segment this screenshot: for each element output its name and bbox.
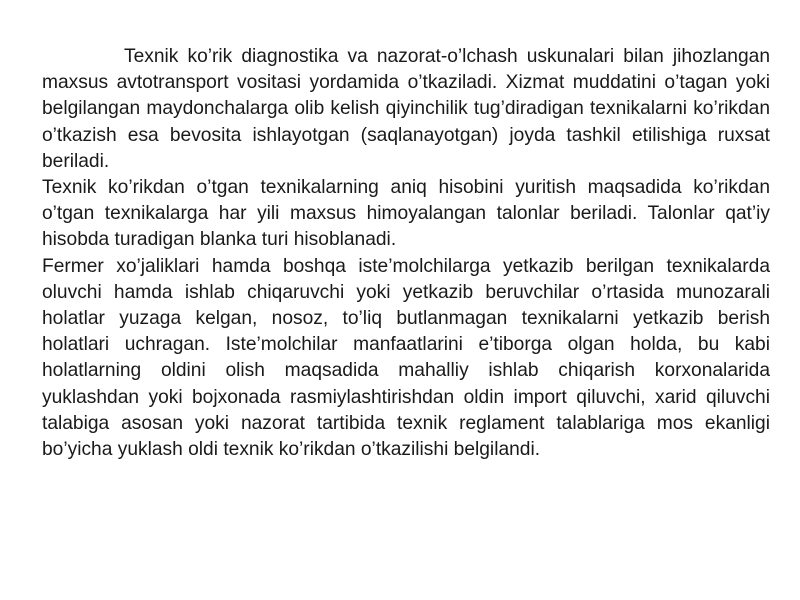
paragraph-pre-shipment-inspection: Fermer xo’jaliklari hamda boshqa iste’molchilarga yetkazib berilgan texnikalarda oluvchi hamda ishlab chiqaruvchi yoki yetkazib beruvchilar o’rtasida munozarali holatlar yuzaga kelgan, nosoz, to’liq butlanmagan texnikalarni yetkazib berish holatlari uchragan. Iste’molchilar manfaatlarini e’tiborga olgan holda, bu kabi holatlarning oldini olish maqsadida mahalliy ishlab chiqarish korxonalarida yuklashdan yoki bojxonada rasmiylashtirishdan oldin import qiluvchi, xarid qiluvchi talabiga asosan yoki nazorat tartibida texnik reglament talablariga mos ekanligi bo’yicha yuklash oldi texnik ko’rikdan o’tkazilishi belgilandi. <box>42 255 770 461</box>
paragraph-inspection-coupons: Texnik ko’rikdan o’tgan texnikalarning aniq hisobini yuritish maqsadida ko’rikdan o’tgan texnikalarga har yili maxsus himoyalangan talonlar beriladi. Talonlar qat’iy hisobda turadigan blanka turi hisoblanadi. <box>42 177 770 251</box>
paragraph-technical-inspection: Texnik ko’rik diagnostika va nazorat-o’lchash uskunalari bilan jihozlangan maxsus avtotransport vositasi yordamida o’tkaziladi. Xizmat muddatini o’tagan yoki belgilangan maydonchalarga olib kelish qiyinchilik tug’diradigan texnikalarni ko’rikdan o’tkazish esa bevosita ishlayotgan (saqlanayotgan) joyda tashkil etilishiga ruxsat beriladi. <box>42 46 770 172</box>
